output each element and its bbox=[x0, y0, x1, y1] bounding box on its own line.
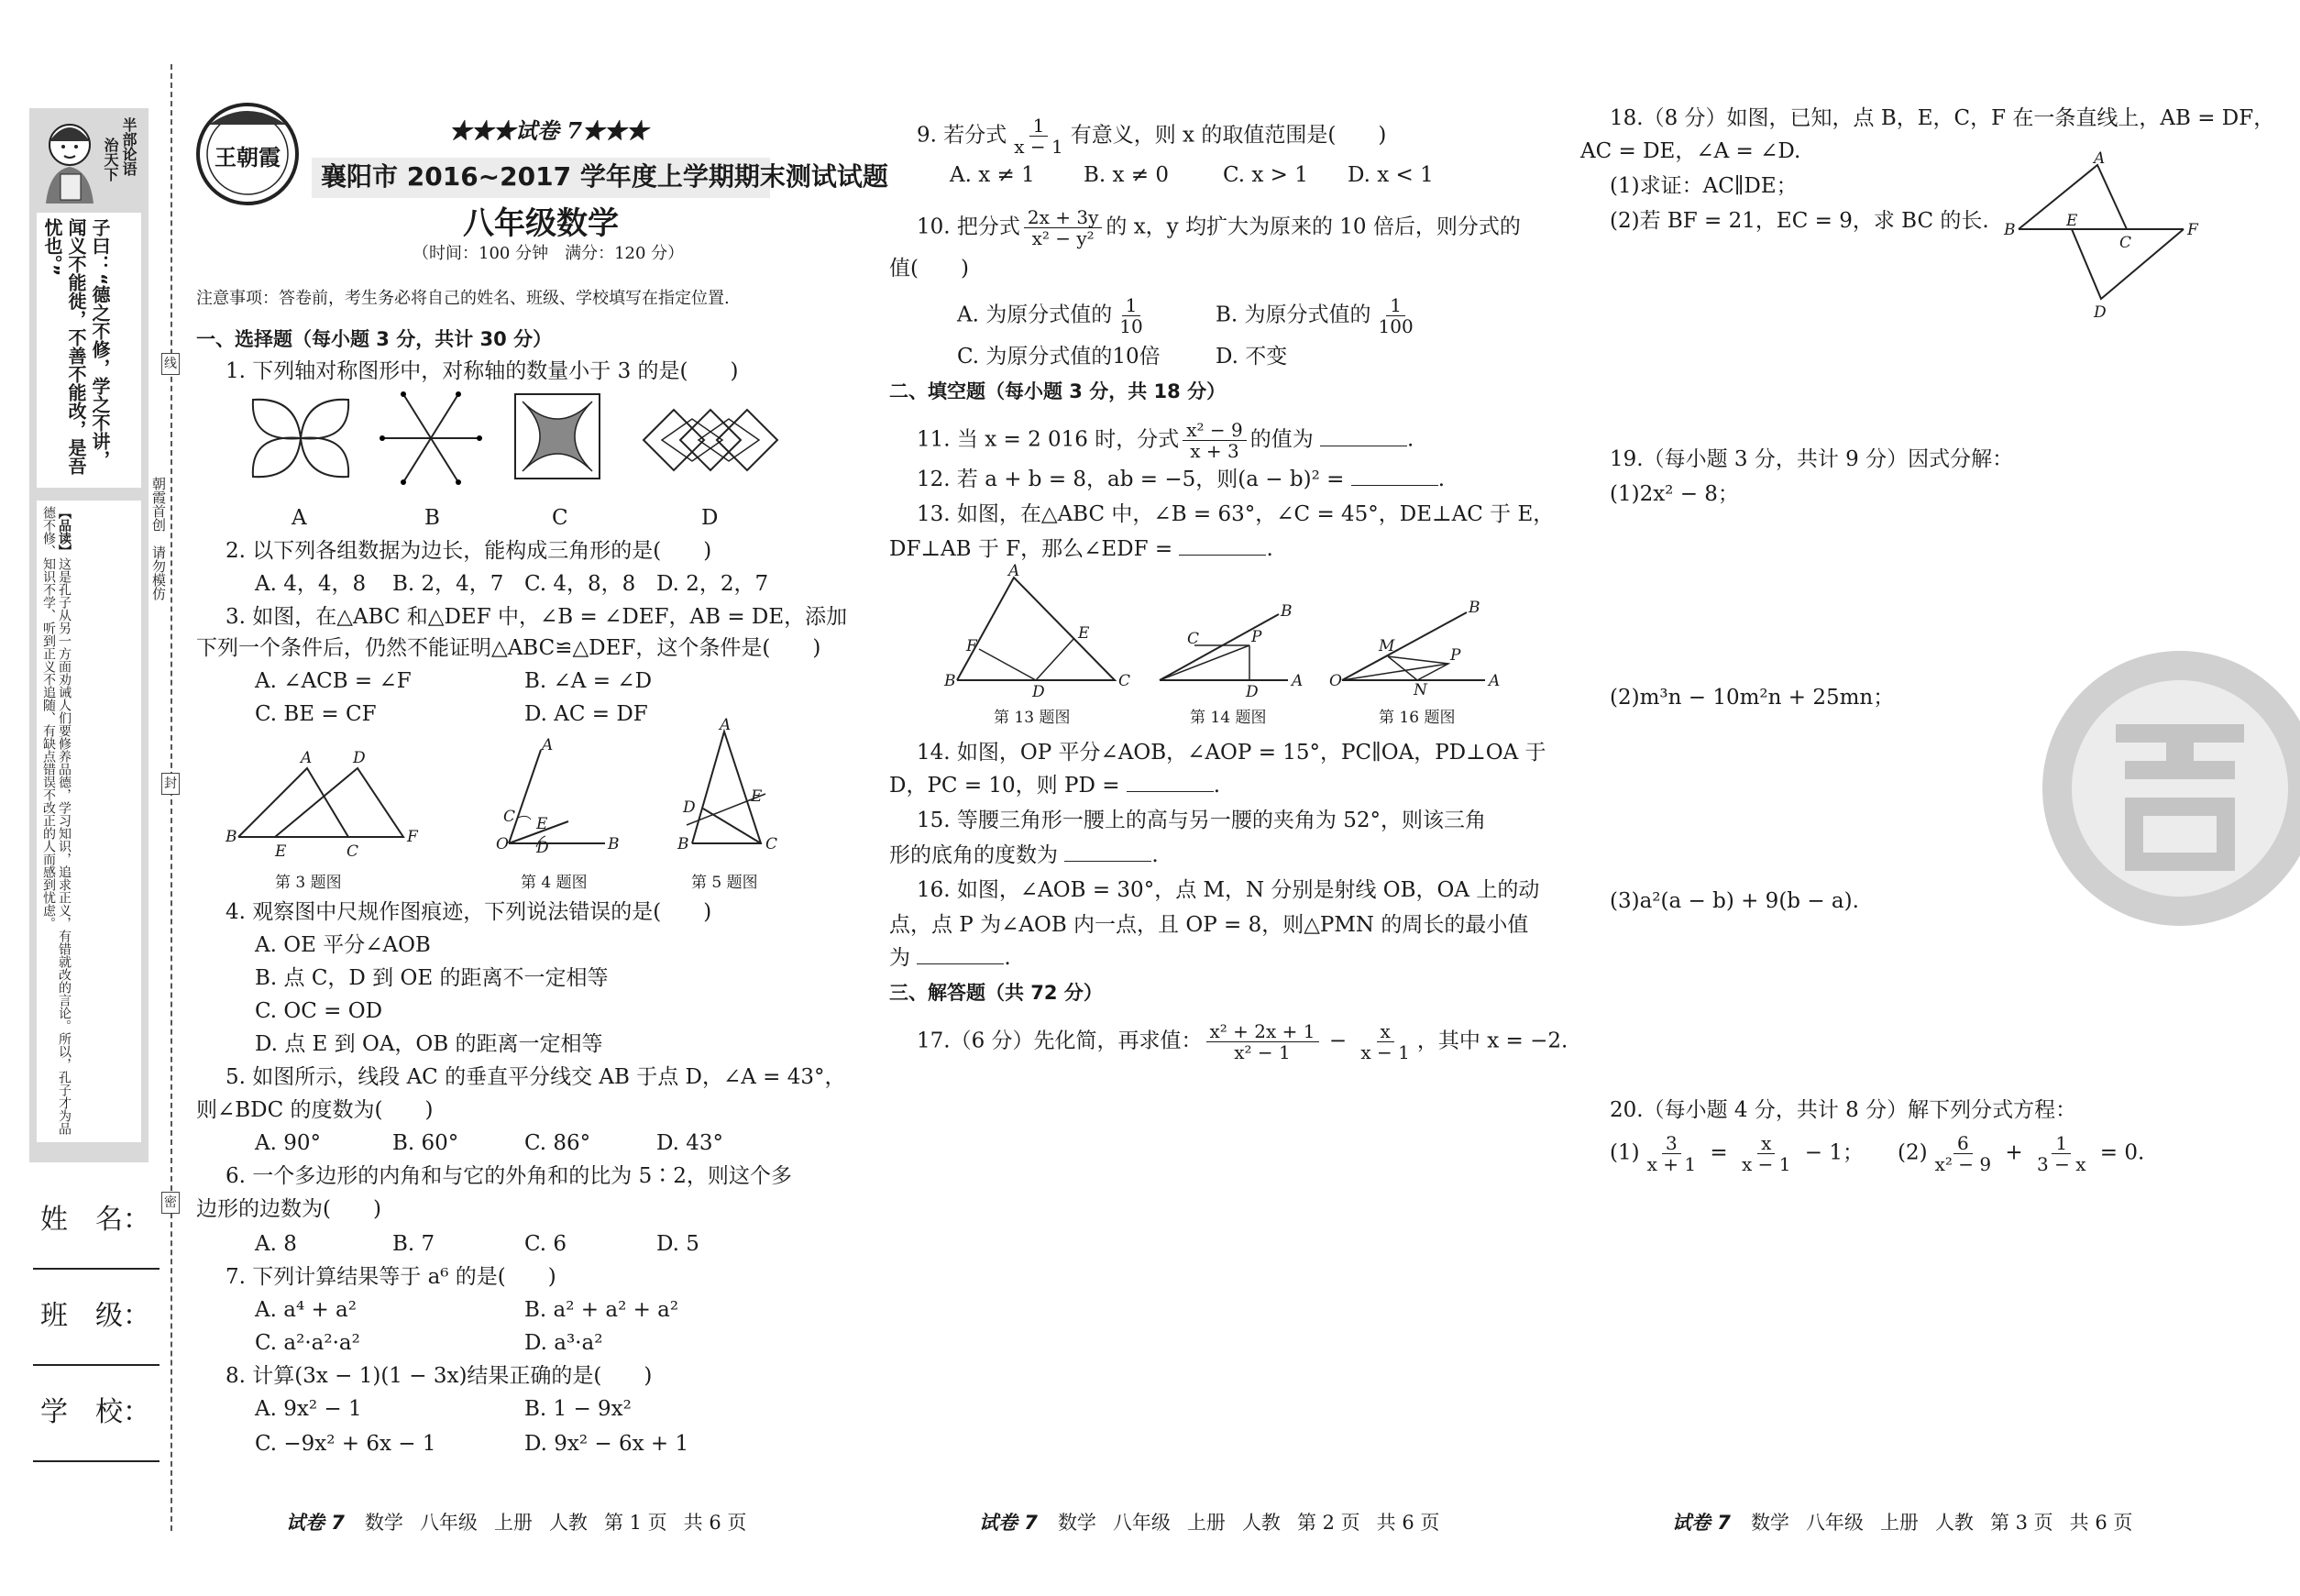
q1-figure-a-flower bbox=[246, 392, 356, 484]
svg-text:F: F bbox=[2187, 221, 2198, 239]
q15-answer-blank[interactable] bbox=[1064, 842, 1151, 862]
q6-opt-c: C. 6 bbox=[524, 1232, 567, 1256]
q8-opt-c: C. −9x² + 6x − 1 bbox=[255, 1432, 436, 1456]
name-field[interactable] bbox=[33, 1268, 160, 1270]
footer-page-1: 试卷 7 数学 八年级 上册 人教 第 1 页 共 6 页 bbox=[286, 1512, 747, 1534]
q19-part-2: (2)m³n − 10m²n + 25mn； bbox=[1610, 686, 1895, 710]
q3-line-2: 下列一个条件后，仍然不能证明△ABC≌△DEF，这个条件是( ) bbox=[196, 636, 821, 660]
q16-line-1: 16. 如图，∠AOB = 30°，点 M，N 分别是射线 OB，OA 上的动 bbox=[917, 878, 1540, 902]
q11-stem: 11. 当 x = 2 016 时，分式 $\frac{\text{x² − 9}}{x + 3}$ 的值为 . bbox=[917, 419, 1414, 462]
q16-line-3: 为 . bbox=[889, 946, 1011, 970]
school-field[interactable] bbox=[33, 1460, 160, 1462]
name-label: 姓 名： bbox=[40, 1204, 150, 1236]
svg-text:B: B bbox=[1469, 599, 1480, 617]
q5-opt-d: D. 43° bbox=[656, 1131, 724, 1155]
seal-dashed-line bbox=[171, 64, 172, 1531]
q15-line-1: 15. 等腰三角形一腰上的高与另一腰的夹角为 52°，则该三角 bbox=[917, 809, 1486, 832]
q7-opt-b: B. a² + a² + a² bbox=[524, 1298, 679, 1322]
svg-text:F: F bbox=[407, 828, 418, 846]
q2-stem: 2. 以下列各组数据为边长，能构成三角形的是( ) bbox=[226, 539, 712, 563]
q1-label-b: B bbox=[424, 506, 440, 530]
pindu-label: 【品读】 bbox=[57, 506, 72, 557]
svg-text:B: B bbox=[2004, 221, 2016, 239]
q4-opt-a: A. OE 平分∠AOB bbox=[255, 933, 431, 957]
q4-opt-c: C. OC = OD bbox=[255, 999, 383, 1023]
pindu-box bbox=[37, 501, 141, 1142]
motto-column-2: 治天下 bbox=[102, 138, 119, 182]
q1-label-d: D bbox=[701, 506, 719, 530]
svg-text:A: A bbox=[720, 716, 732, 734]
svg-text:E: E bbox=[275, 842, 287, 861]
q11-answer-blank[interactable] bbox=[1320, 427, 1407, 446]
q5-opt-a: A. 90° bbox=[255, 1131, 321, 1155]
notice-text: 注意事项：答卷前，考生务必将自己的姓名、班级、学校填写在指定位置. bbox=[196, 289, 730, 308]
exam-subject: 八年级数学 bbox=[463, 205, 619, 242]
q3-opt-d: D. AC = DF bbox=[524, 702, 648, 726]
q10-opt-b: B. 为原分式值的 $\frac{1}{100}$ bbox=[1216, 294, 1414, 337]
q6-opt-b: B. 7 bbox=[392, 1232, 435, 1256]
q14-line-1: 14. 如图，OP 平分∠AOB，∠AOP = 15°，PC∥OA，PD⊥OA 于 bbox=[917, 741, 1546, 765]
q12-answer-blank[interactable] bbox=[1351, 467, 1438, 486]
q5-opt-c: C. 86° bbox=[524, 1131, 591, 1155]
q2-opt-b: B. 2，4，7 bbox=[392, 572, 504, 596]
q5-line-1: 5. 如图所示，线段 AC 的垂直平分线交 AB 于点 D，∠A = 43°， bbox=[226, 1065, 846, 1089]
q1-figure-c-square bbox=[513, 392, 601, 480]
q7-opt-a: A. a⁴ + a² bbox=[255, 1298, 357, 1322]
section-answer: 三、解答题（共 72 分） bbox=[889, 982, 1103, 1004]
q9-opt-b: B. x ≠ 0 bbox=[1084, 163, 1170, 187]
svg-text:A: A bbox=[1008, 562, 1020, 580]
svg-text:O: O bbox=[496, 835, 509, 853]
q7-opt-c: C. a²·a²·a² bbox=[255, 1331, 360, 1355]
svg-text:B: B bbox=[944, 672, 956, 690]
quote-text: 子曰：“德之不修，学之不讲，闻义不能徙，不善不能改，是吾忧也。” bbox=[41, 218, 111, 475]
q13-line-1: 13. 如图，在△ABC 中，∠B = 63°，∠C = 45°，DE⊥AC 于 E， bbox=[917, 502, 1555, 526]
section-fill: 二、填空题（每小题 3 分，共 18 分） bbox=[889, 380, 1227, 402]
paper-tag: ★★★试卷 7★★★ bbox=[449, 117, 649, 144]
q1-figure-d-knot bbox=[642, 408, 779, 472]
svg-text:A: A bbox=[1489, 672, 1501, 690]
seal-mark-feng: 封 bbox=[161, 773, 180, 795]
q10-opt-c: C. 为原分式值的10倍 bbox=[957, 345, 1161, 369]
q1-label-a: A bbox=[292, 506, 307, 530]
svg-text:D: D bbox=[2094, 303, 2107, 322]
q18-line-4: (2)若 BF = 21，EC = 9，求 BC 的长. bbox=[1610, 209, 1989, 233]
svg-text:B: B bbox=[608, 835, 620, 853]
q3-opt-c: C. BE = CF bbox=[255, 702, 377, 726]
q16-answer-blank[interactable] bbox=[917, 945, 1004, 964]
svg-text:E: E bbox=[536, 815, 548, 833]
q8-opt-b: B. 1 − 9x² bbox=[524, 1397, 632, 1421]
q20-part-1: (1) $\frac{3}{x + 1}$ = $\frac{x}{x - 1}$ − 1； bbox=[1610, 1132, 1864, 1175]
q20-stem: 20.（每小题 4 分，共计 8 分）解下列分式方程： bbox=[1610, 1098, 2077, 1122]
q13-answer-blank[interactable] bbox=[1179, 536, 1266, 556]
q4-figure bbox=[490, 736, 620, 860]
q14-line-2: D，PC = 10，则 PD = . bbox=[889, 774, 1221, 798]
q18-line-3: (1)求证：AC∥DE； bbox=[1610, 174, 1798, 198]
exam-title: 襄阳市 2016~2017 学年度上学期期末测试试题 bbox=[321, 161, 888, 192]
svg-text:O: O bbox=[1329, 672, 1342, 690]
svg-text:A: A bbox=[542, 736, 554, 754]
svg-text:E: E bbox=[1078, 624, 1090, 643]
class-label: 班 级： bbox=[40, 1300, 150, 1332]
section-choice: 一、选择题（每小题 3 分，共计 30 分） bbox=[196, 328, 553, 350]
svg-text:A: A bbox=[2094, 149, 2106, 168]
brand-logo-icon bbox=[193, 99, 303, 209]
school-label: 学 校： bbox=[40, 1396, 150, 1428]
q14-figure bbox=[1150, 602, 1306, 701]
q16-line-2: 点，点 P 为∠AOB 内一点，且 OP = 8，则△PMN 的周长的最小值 bbox=[889, 913, 1529, 937]
svg-text:A: A bbox=[301, 749, 313, 767]
seal-mark-mi: 密 bbox=[161, 1192, 180, 1214]
q7-opt-d: D. a³·a² bbox=[524, 1331, 603, 1355]
q9-stem: 9. 若分式 $\frac{1}{x - 1}$ 有意义，则 x 的取值范围是( ) bbox=[917, 115, 1387, 158]
q18-figure bbox=[1998, 149, 2198, 322]
q6-line-1: 6. 一个多边形的内角和与它的外角和的比为 5∶2，则这个多 bbox=[226, 1164, 792, 1188]
q6-opt-a: A. 8 bbox=[255, 1232, 297, 1256]
q9-opt-d: D. x < 1 bbox=[1348, 163, 1434, 187]
caption-fig-16: 第 16 题图 bbox=[1379, 709, 1456, 727]
confucius-avatar-icon bbox=[33, 114, 105, 205]
q3-opt-b: B. ∠A = ∠D bbox=[524, 669, 653, 693]
caption-fig-14: 第 14 题图 bbox=[1190, 709, 1267, 727]
svg-text:D: D bbox=[536, 839, 549, 857]
q5-opt-b: B. 60° bbox=[392, 1131, 459, 1155]
q10-opt-d: D. 不变 bbox=[1216, 345, 1288, 369]
q19-part-1: (1)2x² − 8； bbox=[1610, 482, 1739, 506]
svg-text:A: A bbox=[1292, 672, 1304, 690]
caption-fig-5: 第 5 题图 bbox=[691, 874, 758, 892]
q17-stem: 17.（6 分）先化简，再求值： $\frac{\text{x² + 2x + 1}}{\text{x² − 1}}$ − $\frac{x}{x - 1}$ ，其中 x = −2. bbox=[917, 1020, 1568, 1063]
svg-text:C: C bbox=[347, 842, 359, 861]
q8-stem: 8. 计算(3x − 1)(1 − 3x)结果正确的是( ) bbox=[226, 1364, 653, 1388]
q4-stem: 4. 观察图中尺规作图痕迹，下列说法错误的是( ) bbox=[226, 900, 712, 924]
vertical-note: 朝霞首创 请勿模仿 bbox=[150, 477, 167, 600]
svg-text:C: C bbox=[1118, 672, 1131, 690]
class-field[interactable] bbox=[33, 1364, 160, 1366]
q1-stem: 1. 下列轴对称图形中，对称轴的数量小于 3 的是( ) bbox=[226, 359, 739, 383]
q9-opt-c: C. x > 1 bbox=[1223, 163, 1308, 187]
q6-opt-d: D. 5 bbox=[656, 1232, 699, 1256]
svg-text:E: E bbox=[751, 787, 763, 806]
brand-logo-text: 王朝霞 bbox=[215, 144, 281, 171]
q9-opt-a: A. x ≠ 1 bbox=[950, 163, 1035, 187]
q14-answer-blank[interactable] bbox=[1127, 773, 1214, 792]
q5-line-2: 则∠BDC 的度数为( ) bbox=[196, 1098, 434, 1122]
q19-stem: 19.（每小题 3 分，共计 9 分）因式分解： bbox=[1610, 447, 2014, 471]
caption-fig-4: 第 4 题图 bbox=[521, 874, 588, 892]
caption-fig-13: 第 13 题图 bbox=[994, 709, 1071, 727]
q13-line-2: DF⊥AB 于 F，那么∠EDF = . bbox=[889, 537, 1273, 561]
q5-figure bbox=[674, 716, 784, 862]
q3-line-1: 3. 如图，在△ABC 和△DEF 中，∠B = ∠DEF，AB = DE，添加 bbox=[226, 605, 848, 629]
svg-text:D: D bbox=[1032, 683, 1045, 701]
secret-watermark-icon bbox=[2033, 633, 2299, 944]
q15-line-2: 形的底角的度数为 . bbox=[889, 843, 1159, 867]
q16-figure bbox=[1329, 596, 1503, 697]
pindu-text: 【品读】这是孔子从另一方面劝诫人们要修养品德，学习知识，追求正义，有错就改的言论。所以，孔子才为品德不修、知识不学、听到正义不追随、有缺点错误不改正的人而感到忧虑。 bbox=[41, 506, 72, 1135]
q4-opt-d: D. 点 E 到 OA，OB 的距离一定相等 bbox=[255, 1032, 603, 1056]
caption-fig-3: 第 3 题图 bbox=[275, 874, 342, 892]
q3-figure bbox=[220, 750, 422, 860]
q18-line-1: 18.（8 分）如图，已知，点 B，E，C，F 在一条直线上，AB = DF， bbox=[1610, 106, 2275, 130]
footer-page-3: 试卷 7 数学 八年级 上册 人教 第 3 页 共 6 页 bbox=[1672, 1512, 2133, 1534]
footer-page-2: 试卷 7 数学 八年级 上册 人教 第 2 页 共 6 页 bbox=[979, 1512, 1440, 1534]
svg-text:D: D bbox=[353, 749, 366, 767]
svg-text:C: C bbox=[503, 808, 516, 826]
q19-part-3: (3)a²(a − b) + 9(b − a). bbox=[1610, 889, 1859, 913]
q2-opt-c: C. 4，8，8 bbox=[524, 572, 636, 596]
q8-opt-a: A. 9x² − 1 bbox=[255, 1397, 362, 1421]
q10-opt-a: A. 为原分式值的 $\frac{1}{10}$ bbox=[957, 294, 1143, 337]
svg-text:B: B bbox=[226, 828, 237, 846]
q10-stem: 10. 把分式 $\frac{2x + 3y}{\text{x² − y²}}$ 的 x，y 均扩大为原来的 10 倍后，则分式的 bbox=[917, 206, 1521, 249]
svg-text:C: C bbox=[2119, 234, 2132, 252]
svg-text:P: P bbox=[1450, 646, 1461, 665]
q10-line-2: 值( ) bbox=[889, 257, 969, 281]
svg-text:D: D bbox=[683, 798, 696, 817]
q3-opt-a: A. ∠ACB = ∠F bbox=[255, 669, 412, 693]
q4-opt-b: B. 点 C，D 到 OE 的距离不一定相等 bbox=[255, 966, 609, 990]
svg-text:M: M bbox=[1379, 637, 1395, 655]
q1-label-c: C bbox=[552, 506, 568, 530]
q7-stem: 7. 下列计算结果等于 a⁶ 的是( ) bbox=[226, 1265, 556, 1289]
svg-text:C: C bbox=[765, 835, 778, 853]
q8-opt-d: D. 9x² − 6x + 1 bbox=[524, 1432, 689, 1456]
svg-text:D: D bbox=[1246, 683, 1259, 701]
svg-text:B: B bbox=[1281, 602, 1293, 621]
q1-figure-b-star bbox=[380, 392, 481, 484]
q13-figure bbox=[944, 562, 1131, 701]
q18-line-2: AC = DE，∠A = ∠D. bbox=[1580, 139, 1801, 163]
svg-text:E: E bbox=[2066, 212, 2078, 230]
svg-text:P: P bbox=[1251, 628, 1262, 646]
q20-part-2: (2) $\frac{6}{\text{x² − 9}}$ + $\frac{1}{3 - x}$ = 0. bbox=[1898, 1132, 2145, 1175]
svg-text:N: N bbox=[1414, 681, 1427, 699]
seal-mark-xian: 线 bbox=[161, 353, 180, 375]
svg-text:C: C bbox=[1187, 630, 1200, 648]
q6-line-2: 边形的边数为( ) bbox=[196, 1197, 381, 1221]
svg-text:F: F bbox=[966, 637, 977, 655]
q2-opt-d: D. 2，2，7 bbox=[656, 572, 769, 596]
svg-text:B: B bbox=[677, 835, 689, 853]
motto-column-1: 半部论语 bbox=[120, 117, 138, 176]
q2-opt-a: A. 4，4，8 bbox=[255, 572, 367, 596]
q12-stem: 12. 若 a + b = 8，ab = −5，则(a − b)² = . bbox=[917, 468, 1445, 491]
quote-box bbox=[37, 213, 141, 488]
time-info: （时间：100 分钟 满分：120 分） bbox=[413, 244, 685, 263]
